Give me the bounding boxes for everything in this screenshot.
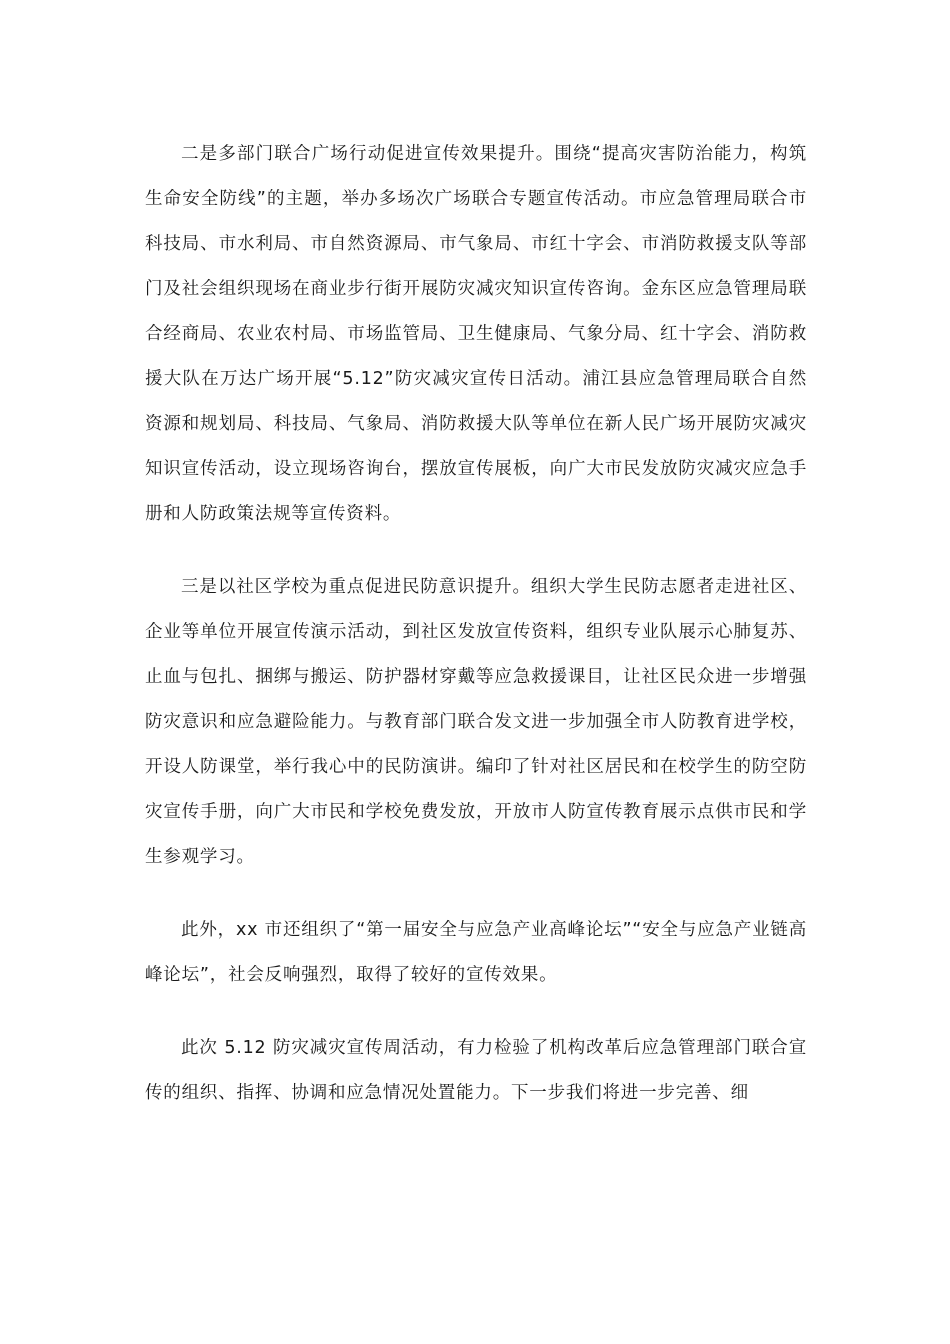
paragraph-forums: 此外，xx 市还组织了“第一届安全与应急产业高峰论坛”“安全与应急产业链高峰论坛”，社会反响强烈，取得了较好的宣传效果。 — [145, 920, 807, 985]
paragraph-summary: 此次 5.12 防灾减灾宣传周活动，有力检验了机构改革后应急管理部门联合宣传的组织、指挥、协调和应急情况处置能力。下一步我们将进一步完善、细 — [145, 1038, 807, 1103]
document-body — [145, 132, 807, 1144]
paragraph-community-school: 三是以社区学校为重点促进民防意识提升。组织大学生民防志愿者走进社区、企业等单位开展宣传演示活动，到社区发放宣传资料，组织专业队展示心肺复苏、止血与包扎、捆绑与搬运、防护器材穿戴等应急救援课目，让社区民众进一步增强防灾意识和应急避险能力。与教育部门联合发文进一步加强全市人防教育进学校，开设人防课堂，举行我心中的民防演讲。编印了针对社区居民和在校学生的防空防灾宣传手册，向广大市民和学校免费发放，开放市人防宣传教育展示点供市民和学生参观学习。 — [145, 577, 807, 867]
paragraph-multi-department-plaza: 二是多部门联合广场行动促进宣传效果提升。围绕“提高灾害防治能力，构筑生命安全防线”的主题，举办多场次广场联合专题宣传活动。市应急管理局联合市科技局、市水利局、市自然资源局、市气象局、市红十字会、市消防救援支队等部门及社会组织现场在商业步行街开展防灾减灾知识宣传咨询。金东区应急管理局联合经商局、农业农村局、市场监管局、卫生健康局、气象分局、红十字会、消防救援大队在万达广场开展“5.12”防灾减灾宣传日活动。浦江县应急管理局联合自然资源和规划局、科技局、气象局、消防救援大队等单位在新人民广场开展防灾减灾知识宣传活动，设立现场咨询台，摆放宣传展板，向广大市民发放防灾减灾应急手册和人防政策法规等宣传资料。 — [145, 144, 807, 524]
